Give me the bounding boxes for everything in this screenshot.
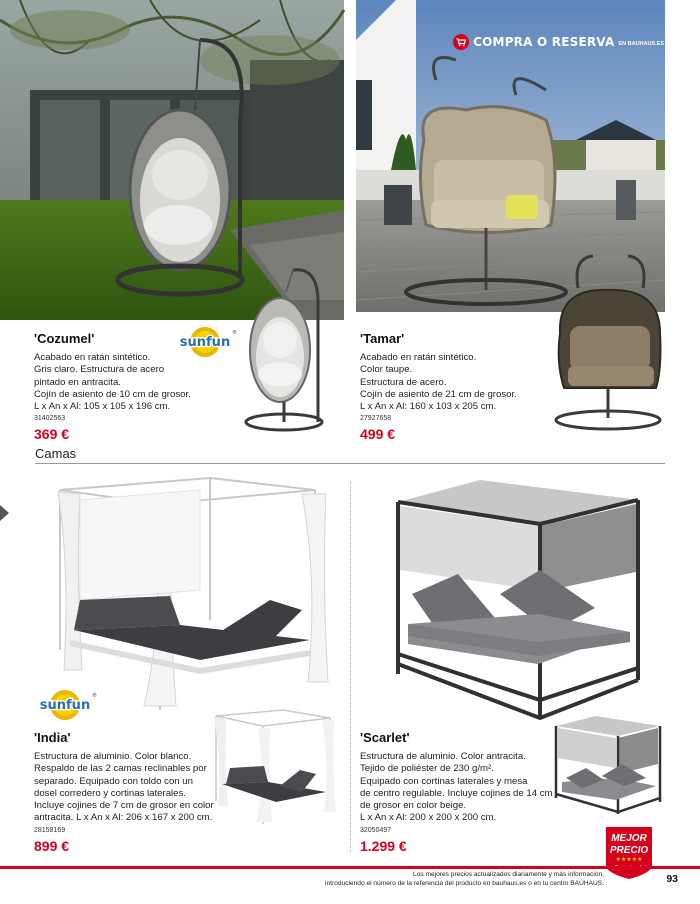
product-price: 369 € bbox=[34, 426, 70, 443]
svg-text:sunfun: sunfun bbox=[179, 335, 231, 350]
scarlet-bed-image bbox=[390, 474, 650, 720]
column-separator bbox=[350, 482, 351, 852]
product-name: 'Scarlet' bbox=[360, 730, 410, 745]
mejor-text: MEJOR bbox=[611, 833, 647, 844]
india-bed-image bbox=[40, 470, 338, 712]
cta-label: COMPRA O RESERVA bbox=[473, 35, 615, 49]
product-price: 1.299 € bbox=[360, 837, 407, 854]
product-name: 'India' bbox=[34, 730, 71, 745]
product-description: Acabado en ratán sintético. Gris claro. Estructura de acero pintado en antracita. Cojín de asiento de 10 cm de grosor. L x An x Al: 105 x 105 x 196 cm. bbox=[34, 352, 191, 413]
cozumel-chair-image bbox=[238, 262, 330, 434]
page-prev-arrow-icon[interactable] bbox=[0, 505, 9, 521]
section-divider bbox=[35, 463, 665, 464]
product-name: 'Cozumel' bbox=[34, 331, 95, 346]
scarlet-bed-thumbnail bbox=[552, 712, 664, 816]
mejor-precio-badge bbox=[602, 823, 656, 881]
footer-rule bbox=[0, 866, 700, 869]
product-reference: 32050497 bbox=[360, 826, 392, 834]
sunfun-logo bbox=[34, 690, 96, 720]
svg-text:®: ® bbox=[92, 693, 97, 699]
cta-suffix: EN BAUHAUS.ES bbox=[618, 40, 664, 47]
product-tamar bbox=[360, 331, 560, 442]
svg-text:®: ® bbox=[232, 330, 237, 336]
product-reference: 27927658 bbox=[360, 415, 392, 423]
product-reference: 28158169 bbox=[34, 826, 66, 834]
product-reference: 31402563 bbox=[34, 415, 66, 423]
product-name: 'Tamar' bbox=[360, 331, 405, 346]
cart-icon bbox=[453, 34, 469, 50]
product-india bbox=[34, 730, 234, 854]
product-price: 499 € bbox=[360, 426, 396, 443]
sunfun-logo bbox=[174, 327, 236, 357]
stars-icon: ★★★★★ bbox=[615, 856, 643, 863]
product-scarlet bbox=[360, 730, 560, 854]
footer-note: Los mejores precios actualizados diariamente y más información, introduciendo el número de la referencia del producto en bauhaus.es o en tu centro BAUHAUS. bbox=[325, 871, 604, 887]
tamar-chair-image bbox=[548, 248, 670, 434]
page-number: 93 bbox=[666, 873, 678, 885]
section-title: Camas bbox=[35, 446, 77, 461]
product-description: Estructura de aluminio. Color blanco. Respaldo de las 2 camas reclinables por separado. Equipado con toldo con un dosel corredero y cortinas laterales. Incluye cojines de 7 cm de grosor en color antracita. L x An x Al: 206 x 167 x 200 cm. bbox=[34, 751, 214, 824]
product-price: 899 € bbox=[34, 837, 70, 854]
compra-reserva-banner[interactable] bbox=[453, 34, 664, 50]
product-description: Estructura de aluminio. Color antracita. Tejido de poliéster de 230 g/m². Equipado con cortinas laterales y mesa de centro regulable. Incluye cojines de 14 cm de grosor en color beige. L x An x Al: 200 x 200 x 200 cm. bbox=[360, 751, 553, 824]
product-description: Acabado en ratán sintético. Color taupe. Estructura de acero. Cojín de asiento de 21 cm de grosor. L x An x Al: 160 x 103 x 205 cm. bbox=[360, 352, 517, 413]
svg-text:sunfun: sunfun bbox=[39, 698, 91, 713]
precio-text: PRECIO bbox=[609, 845, 649, 856]
